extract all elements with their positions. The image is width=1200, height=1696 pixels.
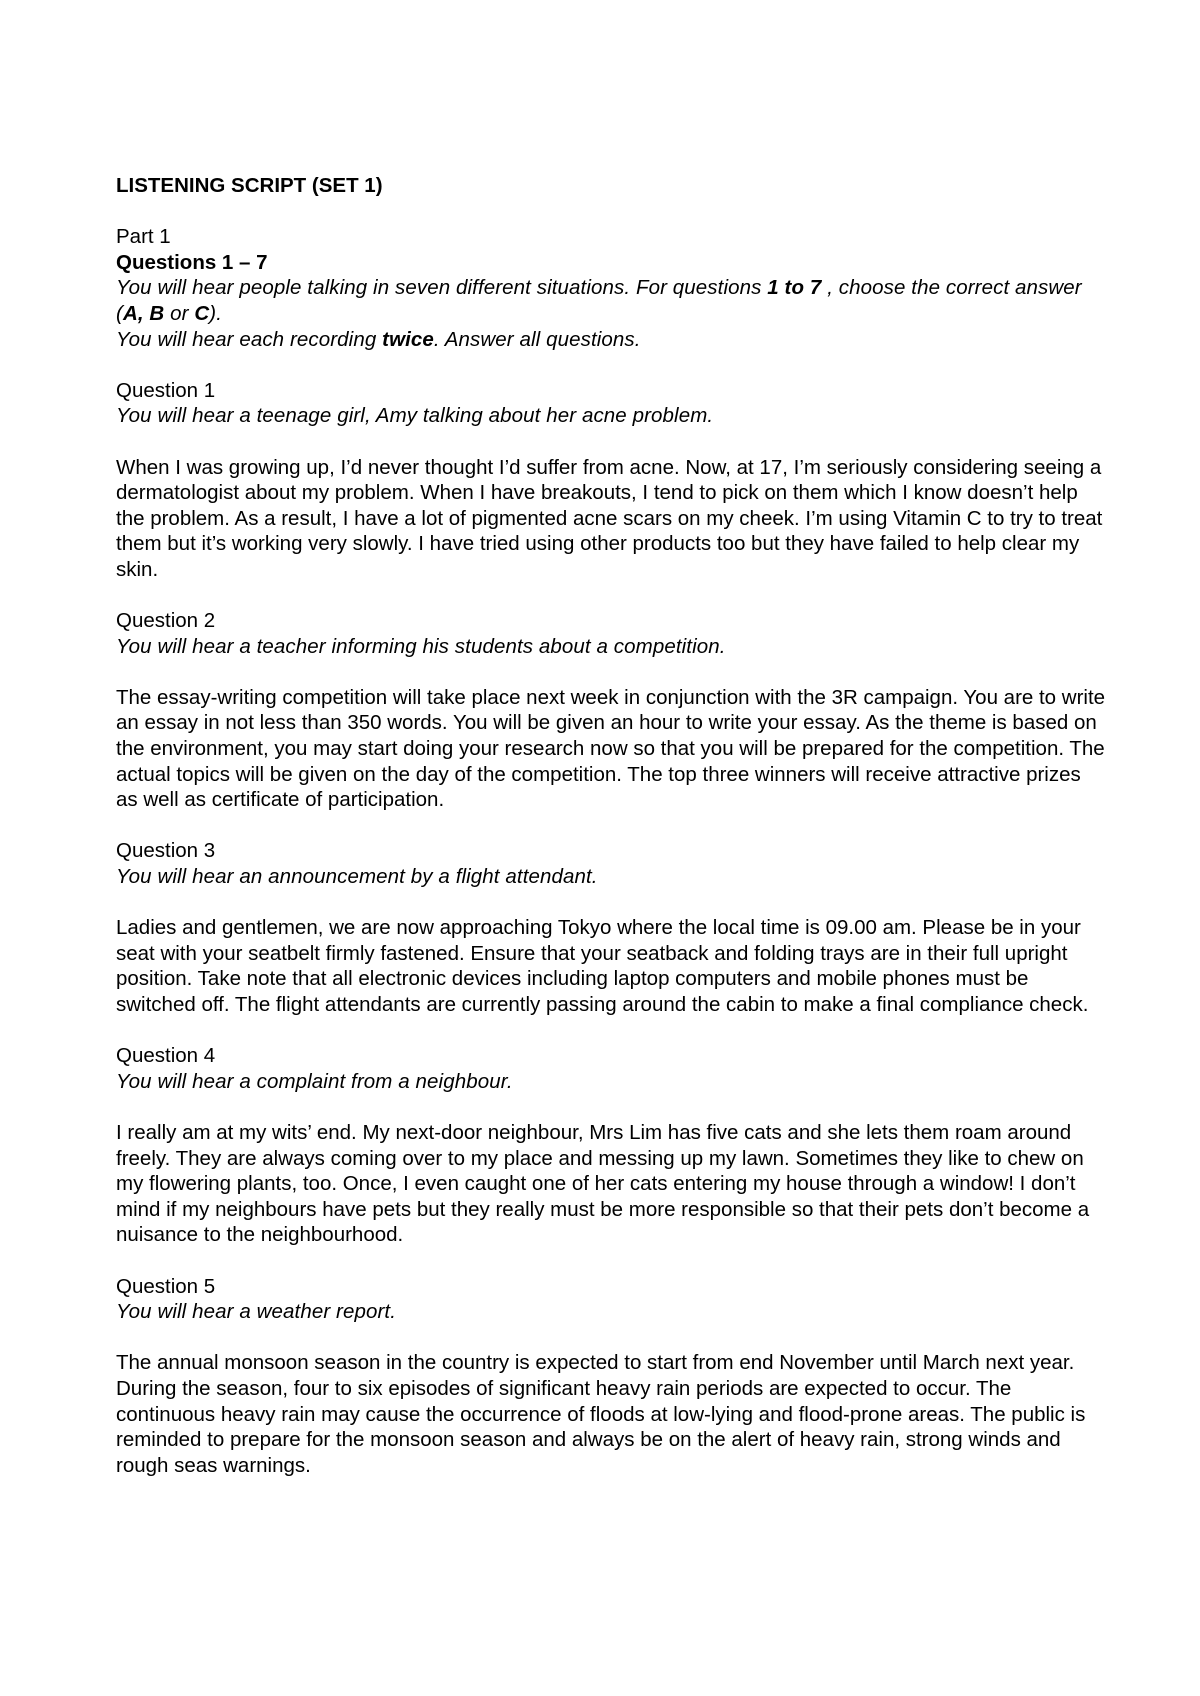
question-1-script: When I was growing up, I’d never thought I’d suffer from acne. Now, at 17, I’m seriously considering seeing a dermatologist about my problem. When I have breakouts, I tend to pick on them which I know doesn’t help the problem. As a result, I have a lot of pigmented acne scars on my cheek. I’m using Vitamin C to try to treat them but it’s working very slowly. I have tried using other products too but they have failed to help clear my skin. [116, 455, 1103, 581]
question-2-context: You will hear a teacher informing his students about a competition. [116, 634, 726, 658]
instruction-line-1: You will hear people talking in seven different situations. For questions 1 to 7 , choose the correct answer (A, B or C). [116, 276, 1082, 325]
question-3-context: You will hear an announcement by a flight attendant. [116, 865, 598, 889]
question-4-section [116, 1043, 1106, 1248]
document-title: LISTENING SCRIPT (SET 1) [116, 174, 383, 197]
question-4-label: Question 4 [116, 1044, 216, 1068]
instruction-line-2: You will hear each recording twice. Answer all questions. [116, 327, 641, 351]
questions-heading: Questions 1 – 7 [116, 250, 268, 274]
part-label: Part 1 [116, 225, 171, 249]
question-3-label: Question 3 [116, 839, 216, 863]
question-4-script: I really am at my wits’ end. My next-door neighbour, Mrs Lim has five cats and she lets them roam around freely. They are always coming over to my place and messing up my lawn. Sometimes they like to chew on my flowering plants, too. Once, I even caught one of her cats entering my house through a window! I don’t mind if my neighbours have pets but they really must be more responsible so that their pets don’t become a nuisance to the neighbourhood. [116, 1120, 1090, 1247]
question-1-label: Question 1 [116, 378, 216, 402]
question-4-context: You will hear a complaint from a neighbour. [116, 1069, 513, 1093]
document-page [116, 173, 1106, 1478]
question-2-script: The essay-writing competition will take place next week in conjunction with the 3R campaign. You are to write an essay in not less than 350 words. You will be given an hour to write your essay. As the theme is based on the environment, you may start doing your research now so that you will be prepared for the competition. The actual topics will be given on the day of the competition. The top three winners will receive attractive prizes as well as certificate of participation. [116, 685, 1106, 812]
question-3-section [116, 838, 1106, 1017]
question-5-label: Question 5 [116, 1274, 216, 1298]
question-5-section [116, 1274, 1106, 1479]
question-2-section [116, 608, 1106, 813]
question-2-label: Question 2 [116, 609, 216, 633]
question-3-script: Ladies and gentlemen, we are now approaching Tokyo where the local time is 09.00 am. Please be in your seat with your seatbelt firmly fastened. Ensure that your seatback and folding trays are in their full upright position. Take note that all electronic devices including laptop computers and mobile phones must be switched off. The flight attendants are currently passing around the cabin to make a final compliance check. [116, 916, 1089, 1016]
question-5-context: You will hear a weather report. [116, 1300, 396, 1324]
question-5-script: The annual monsoon season in the country is expected to start from end November until March next year. During the season, four to six episodes of significant heavy rain periods are expected to occur. The continuous heavy rain may cause the occurrence of floods at low-lying and flood-prone areas. The public is reminded to prepare for the monsoon season and always be on the alert of heavy rain, strong winds and rough seas warnings. [116, 1351, 1086, 1477]
question-1-section [116, 378, 1106, 583]
question-1-context: You will hear a teenage girl, Amy talking about her acne problem. [116, 404, 714, 428]
